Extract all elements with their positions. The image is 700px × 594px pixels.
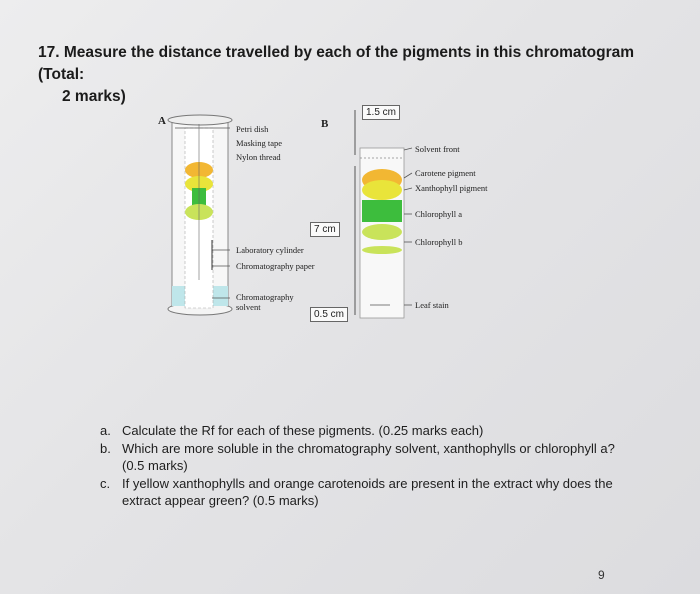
strip-b <box>355 110 412 318</box>
label-solvent-front: Solvent front <box>415 144 460 154</box>
cylinder-a <box>168 115 232 315</box>
label-chlorophyll-b: Chlorophyll b <box>415 237 463 247</box>
question-total: 2 marks) <box>62 88 126 105</box>
label-chromatography-solvent-line2: solvent <box>236 302 261 312</box>
question-title: 17. Measure the distance travelled by each of the pigments in this chromatogram (Total: <box>38 44 635 83</box>
label-a: A <box>158 115 166 127</box>
label-b: B <box>321 118 329 130</box>
subquestion-text: If yellow xanthophylls and orange carotenoids are present in the extract why does the extract appear green? (0.5 marks) <box>122 476 613 508</box>
subquestion-marker: a. <box>100 423 111 438</box>
subquestion-marker: b. <box>100 441 111 456</box>
page-number: 9 <box>598 568 605 582</box>
measure-bottom: 0.5 cm <box>310 307 348 322</box>
measure-top: 1.5 cm <box>362 105 400 120</box>
subquestion-marker: c. <box>100 476 111 491</box>
label-nylon-thread: Nylon thread <box>236 152 281 162</box>
subquestion-text: Which are more soluble in the chromatography solvent, xanthophylls or chlorophyll a? (0.5 marks) <box>122 441 615 473</box>
label-masking-tape: Masking tape <box>236 138 283 148</box>
label-carotene: Carotene pigment <box>415 168 476 178</box>
label-chlorophyll-a: Chlorophyll a <box>415 209 462 219</box>
label-xanthophyll: Xanthophyll pigment <box>415 183 488 193</box>
subquestion-text: Calculate the Rf for each of these pigments. (0.25 marks each) <box>122 423 484 438</box>
chromatogram-figure <box>150 100 550 330</box>
label-chromatography-paper: Chromatography paper <box>236 261 315 271</box>
measure-middle: 7 cm <box>310 222 340 237</box>
subquestion-b <box>100 440 640 474</box>
label-laboratory-cylinder: Laboratory cylinder <box>236 245 304 255</box>
subquestion-list <box>100 422 640 510</box>
label-petri-dish: Petri dish <box>236 124 269 134</box>
question-heading <box>38 42 658 108</box>
label-chromatography-solvent-line1: Chromatography <box>236 292 294 302</box>
label-leaf-stain: Leaf stain <box>415 300 449 310</box>
chromatogram-illustration <box>150 100 550 330</box>
subquestion-c <box>100 475 640 509</box>
subquestion-a <box>100 422 640 439</box>
